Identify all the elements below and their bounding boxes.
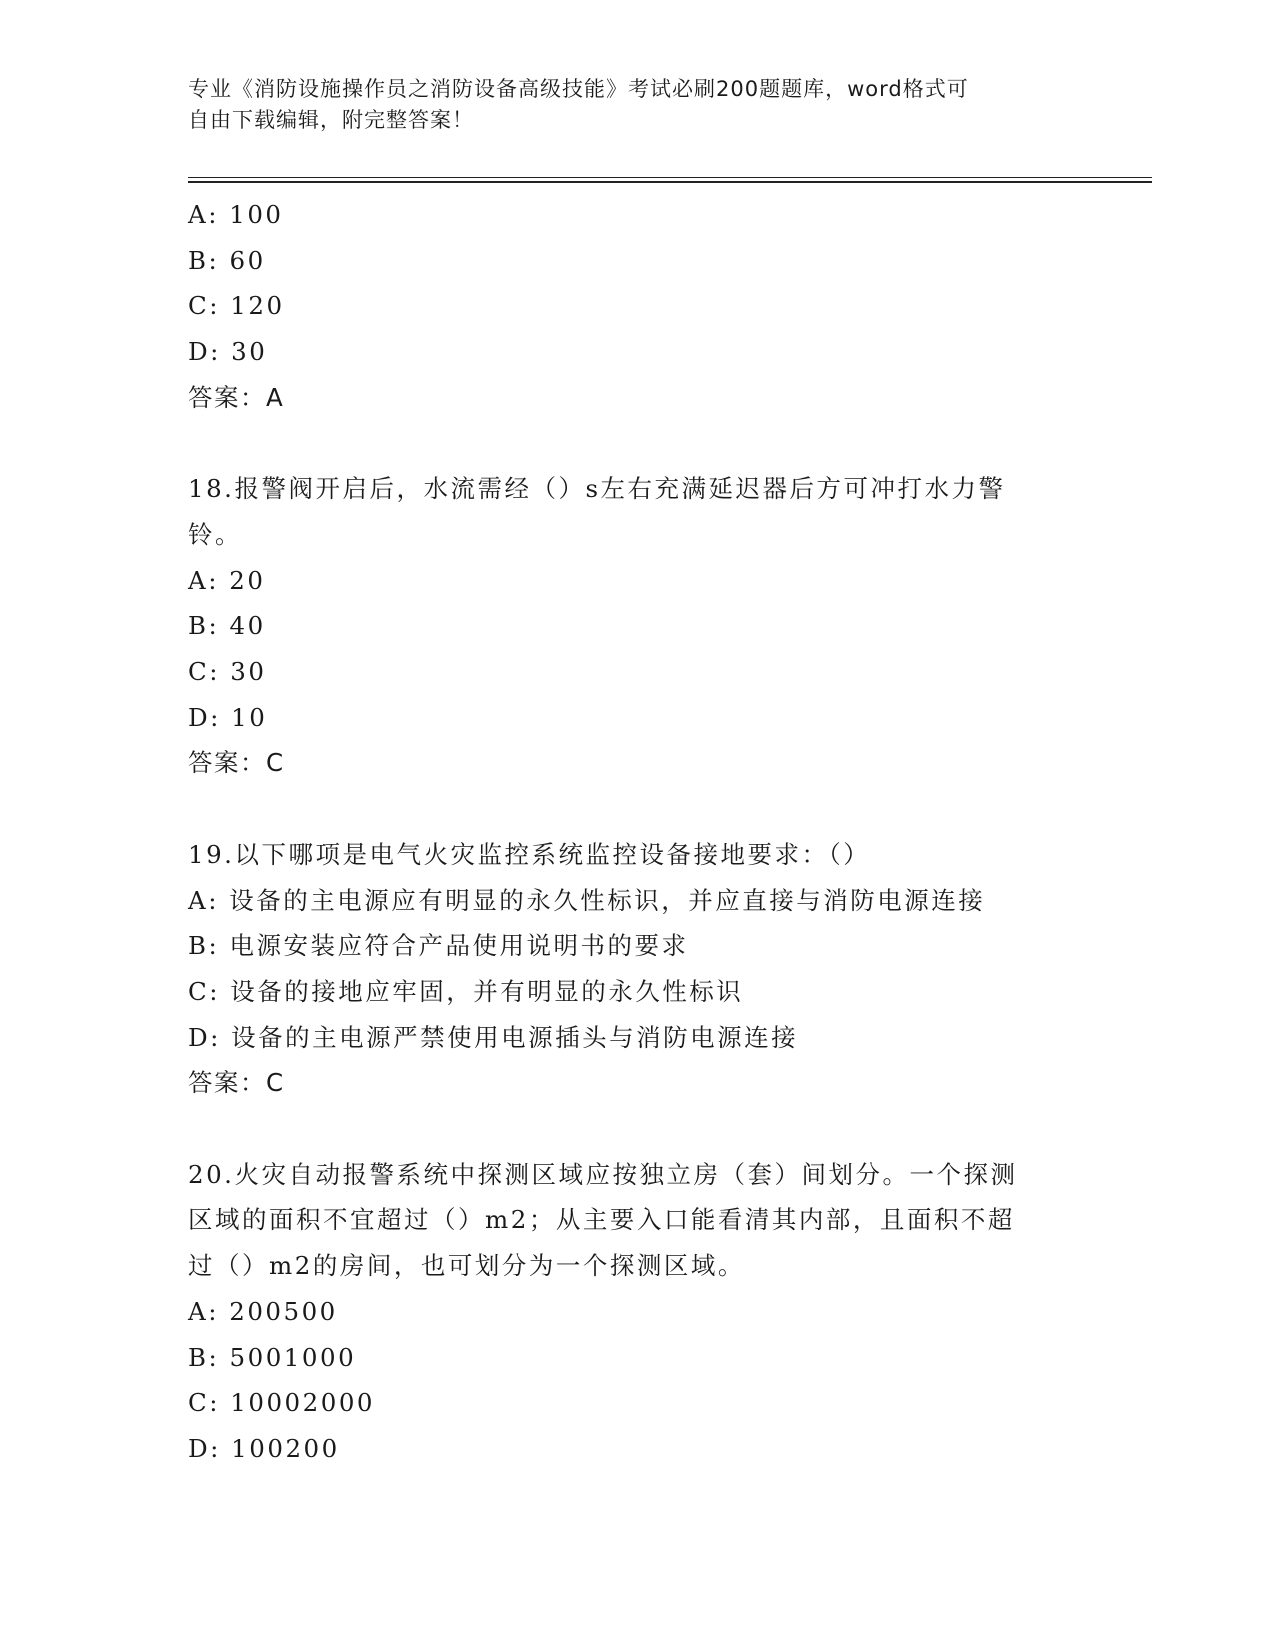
question-stem-cont: 铃。 bbox=[188, 519, 242, 549]
answer: 答案：C bbox=[188, 748, 285, 778]
option-d: D: 10 bbox=[188, 702, 268, 732]
spacer bbox=[188, 786, 1088, 832]
option-d: D: 30 bbox=[188, 337, 268, 367]
question-stem: 20.火灾自动报警系统中探测区域应按独立房（套）间划分。一个探测 bbox=[188, 1159, 1018, 1189]
option-c: C: 10002000 bbox=[188, 1388, 375, 1418]
document-header bbox=[188, 74, 1068, 136]
question-stem: 19.以下哪项是电气火灾监控系统监控设备接地要求：（） bbox=[188, 839, 871, 869]
spacer bbox=[188, 1106, 1088, 1152]
header-line-1: 专业《消防设施操作员之消防设备高级技能》考试必刷200题题库，word格式可 bbox=[188, 77, 969, 101]
option-b: B: 40 bbox=[188, 611, 266, 641]
question-18 bbox=[188, 466, 1088, 786]
question-17-partial bbox=[188, 192, 1088, 421]
option-d: D: 100200 bbox=[188, 1433, 340, 1463]
answer: 答案：A bbox=[188, 382, 285, 412]
question-stem-cont: 区域的面积不宜超过（）m2；从主要入口能看清其内部，且面积不超 bbox=[188, 1205, 1015, 1235]
question-stem-cont: 过（）m2的房间，也可划分为一个探测区域。 bbox=[188, 1251, 745, 1281]
header-line-2: 自由下载编辑，附完整答案！ bbox=[188, 108, 474, 132]
option-a: A: 设备的主电源应有明显的永久性标识，并应直接与消防电源连接 bbox=[188, 885, 986, 915]
header-divider-top bbox=[188, 177, 1152, 178]
option-b: B: 5001000 bbox=[188, 1342, 357, 1372]
question-19 bbox=[188, 832, 1088, 1106]
option-d: D: 设备的主电源严禁使用电源插头与消防电源连接 bbox=[188, 1022, 799, 1052]
option-b: B: 60 bbox=[188, 245, 266, 275]
question-list bbox=[188, 192, 1088, 1472]
option-a: A: 100 bbox=[188, 200, 284, 229]
header-divider-bottom bbox=[188, 181, 1152, 183]
option-a: A: 20 bbox=[188, 565, 266, 595]
spacer bbox=[188, 421, 1088, 467]
question-20 bbox=[188, 1152, 1088, 1472]
option-a: A: 200500 bbox=[188, 1296, 338, 1326]
question-stem: 18.报警阀开启后，水流需经（）s左右充满延迟器后方可冲打水力警 bbox=[188, 474, 1006, 504]
option-c: C: 120 bbox=[188, 291, 285, 321]
option-b: B: 电源安装应符合产品使用说明书的要求 bbox=[188, 931, 689, 961]
option-c: C: 设备的接地应牢固，并有明显的永久性标识 bbox=[188, 976, 744, 1006]
option-c: C: 30 bbox=[188, 657, 267, 687]
answer: 答案：C bbox=[188, 1068, 285, 1098]
